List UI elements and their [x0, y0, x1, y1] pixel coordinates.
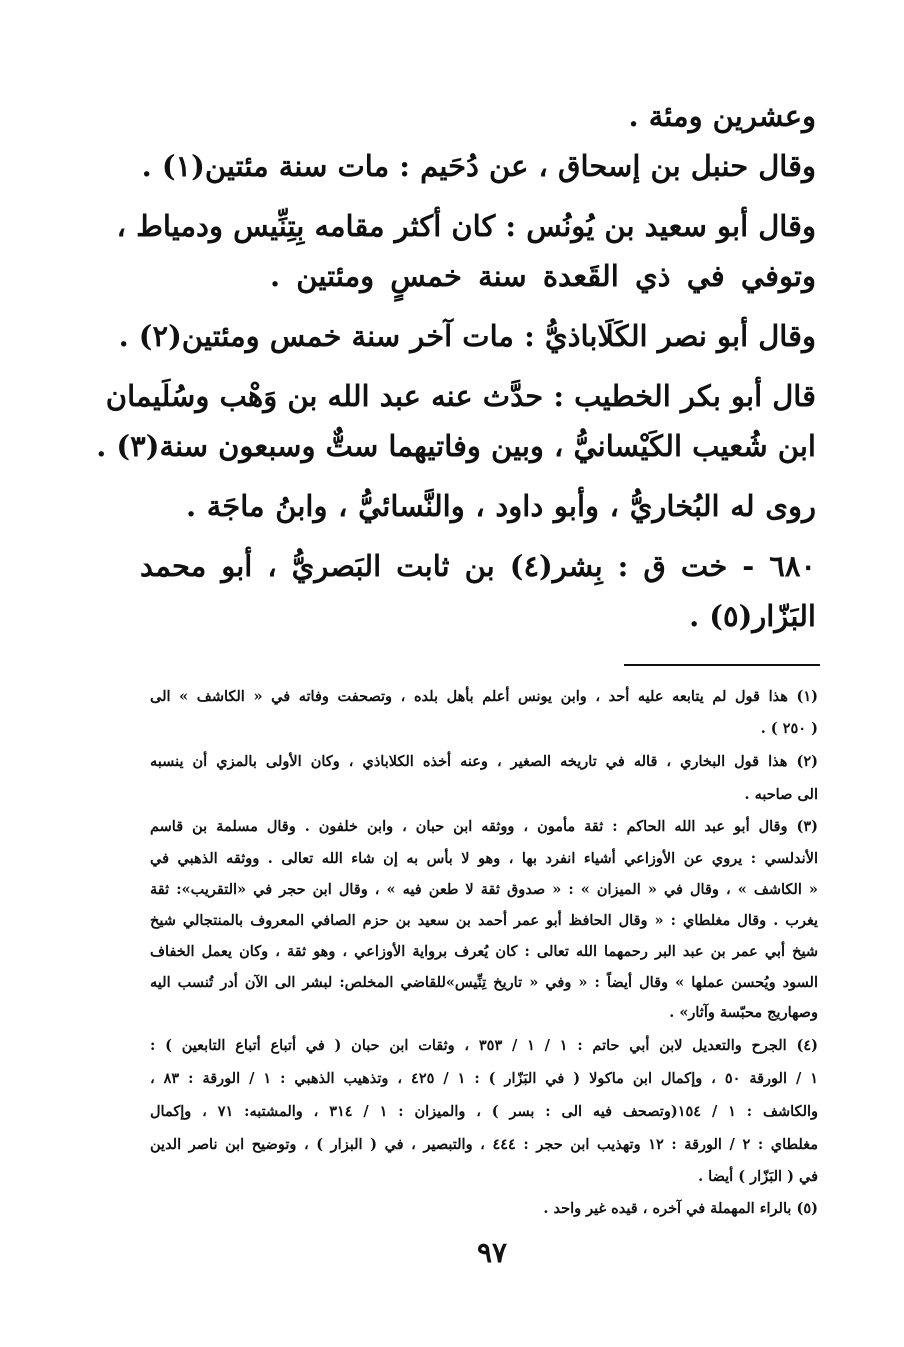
- footnote-5: (٥) بالراء المهملة في آخره ، قيده غير واحد .: [543, 1200, 818, 1217]
- footnote-4-line-2: ١ / الورقة ٥٠ ، وإكمال ابن ماكولا ( في البَزّار ) : ١ / ٤٢٥ ، وتذهيب الذهبي : ١ / الورقة : ٨٣ ،: [150, 1070, 818, 1087]
- footnote-3-line-1: (٣) وقال أبو عبد الله الحاكم : ثقة مأمون ، ووثقه ابن حبان ، وابن خلفون . وقال مسلمة بن قاسم: [150, 818, 818, 835]
- text-line-6: قال أبو بكر الخطيب : حدَّث عنه عبد الله بن وَهْب وسُلَيمان: [105, 379, 816, 413]
- text-line-4: وتوفي في ذي القَعدة سنة خمسٍ ومئتين .: [270, 259, 816, 293]
- text-line-8: روى له البُخاريُّ ، وأبو داود ، والنَّسائيُّ ، وابنُ ماجَة .: [186, 489, 816, 523]
- text-line-2: وقال حنبل بن إسحاق ، عن دُحَيم : مات سنة مئتين(١) .: [141, 149, 816, 183]
- text-line-5: وقال أبو نصر الكَلَاباذيُّ : مات آخر سنة خمس ومئتين(٢) .: [118, 319, 816, 353]
- text-line-3: وقال أبو سعيد بن يُونُس : كان أكثر مقامه بِتِنِّيس ودمياط ،: [116, 209, 816, 243]
- footnote-3-line-4: يغرب . وقال مغلطاي : « وقال الحافظ أبو عمر أحمد بن سعيد بن حزم الصافي المعروف بالمنتجالي شيخ: [150, 912, 818, 929]
- footnote-3-line-2: الأندلسي : يروي عن الأوزاعي أشياء انفرد بها ، وهو لا بأس به إن شاء الله تعالى . ووثقه الذهبي في: [150, 850, 818, 867]
- footnote-divider: [624, 664, 820, 666]
- text-line-7: ابن شُعيب الكَيْسانيُّ ، وبين وفاتيهما ستٌّ وسبعون سنة(٣) .: [96, 429, 816, 463]
- footnote-4-line-4: مغلطاي : ٢ / الورقة : ١٢ وتهذيب ابن حجر : ٤٤٤ ، والتبصير ، في ( البزار ) ، وتوضيح ابن ناصر الدين: [150, 1136, 818, 1153]
- text-line-1: وعشرين ومئة .: [628, 99, 816, 133]
- footnote-4-line-1: (٤) الجرح والتعديل لابن أبي حاتم : ١ / ١ / ٣٥٣ ، وثقات ابن حبان ( في أتباع أتباع التابعين ) :: [150, 1037, 818, 1054]
- footnote-3-line-7: وصهاريج محبّسة وآثار» .: [669, 1004, 818, 1021]
- footnote-1-line-1: (١) هذا قول لم يتابعه عليه أحد ، وابن يونس أعلم بأهل بلده ، وتصحفت وفاته في « الكاشف » الى: [150, 688, 818, 705]
- footnote-3-line-6: السود ويُحسن عملها » وقال أيضاً : « وفي « تاريخ تِنِّيس»للقاضي المخلص: لبشر الى الآن أدر تُنسب اليه: [150, 974, 818, 991]
- entry-680-heading: ٦٨٠ - خت ق : بِشر(٤) بن ثابت البَصريُّ ، أبو محمد: [140, 549, 817, 583]
- footnote-3-line-5: شيخ أبي عمر بن عبد البر رحمهما الله تعالى : كان يُعرف برواية الأوزاعي ، وهو ثقة ، وكان يعمل الخفاف: [150, 943, 818, 960]
- footnote-4-line-3: والكاشف : ١ / ١٥٤(وتصحف فيه الى : بسر ) ، والميزان : ١ / ٣١٤ ، والمشتبه: ٧١ ، وإكمال: [150, 1103, 819, 1120]
- text-line-10: البَزّار(٥) .: [689, 599, 816, 633]
- footnote-2-line-1: (٢) هذا قول البخاري ، قاله في تاريخه الصغير ، وعنه أخذه الكلاباذي ، وكان الأولى بالمزي أن ينسبه: [150, 753, 818, 770]
- footnote-4-line-5: في ( البَزّار ) أيضا .: [698, 1168, 818, 1185]
- footnote-2-line-2: الى صاحبه .: [744, 786, 818, 803]
- footnote-3-line-3: « الكاشف » ، وقال في « الميزان » : « صدوق ثقة لا طعن فيه » ، وقال ابن حجر في «التقريب»: ثقة: [150, 881, 818, 898]
- page-number: ٩٧: [476, 1236, 508, 1269]
- footnote-1-line-2: ( ٢٥٠ ) .: [760, 720, 818, 737]
